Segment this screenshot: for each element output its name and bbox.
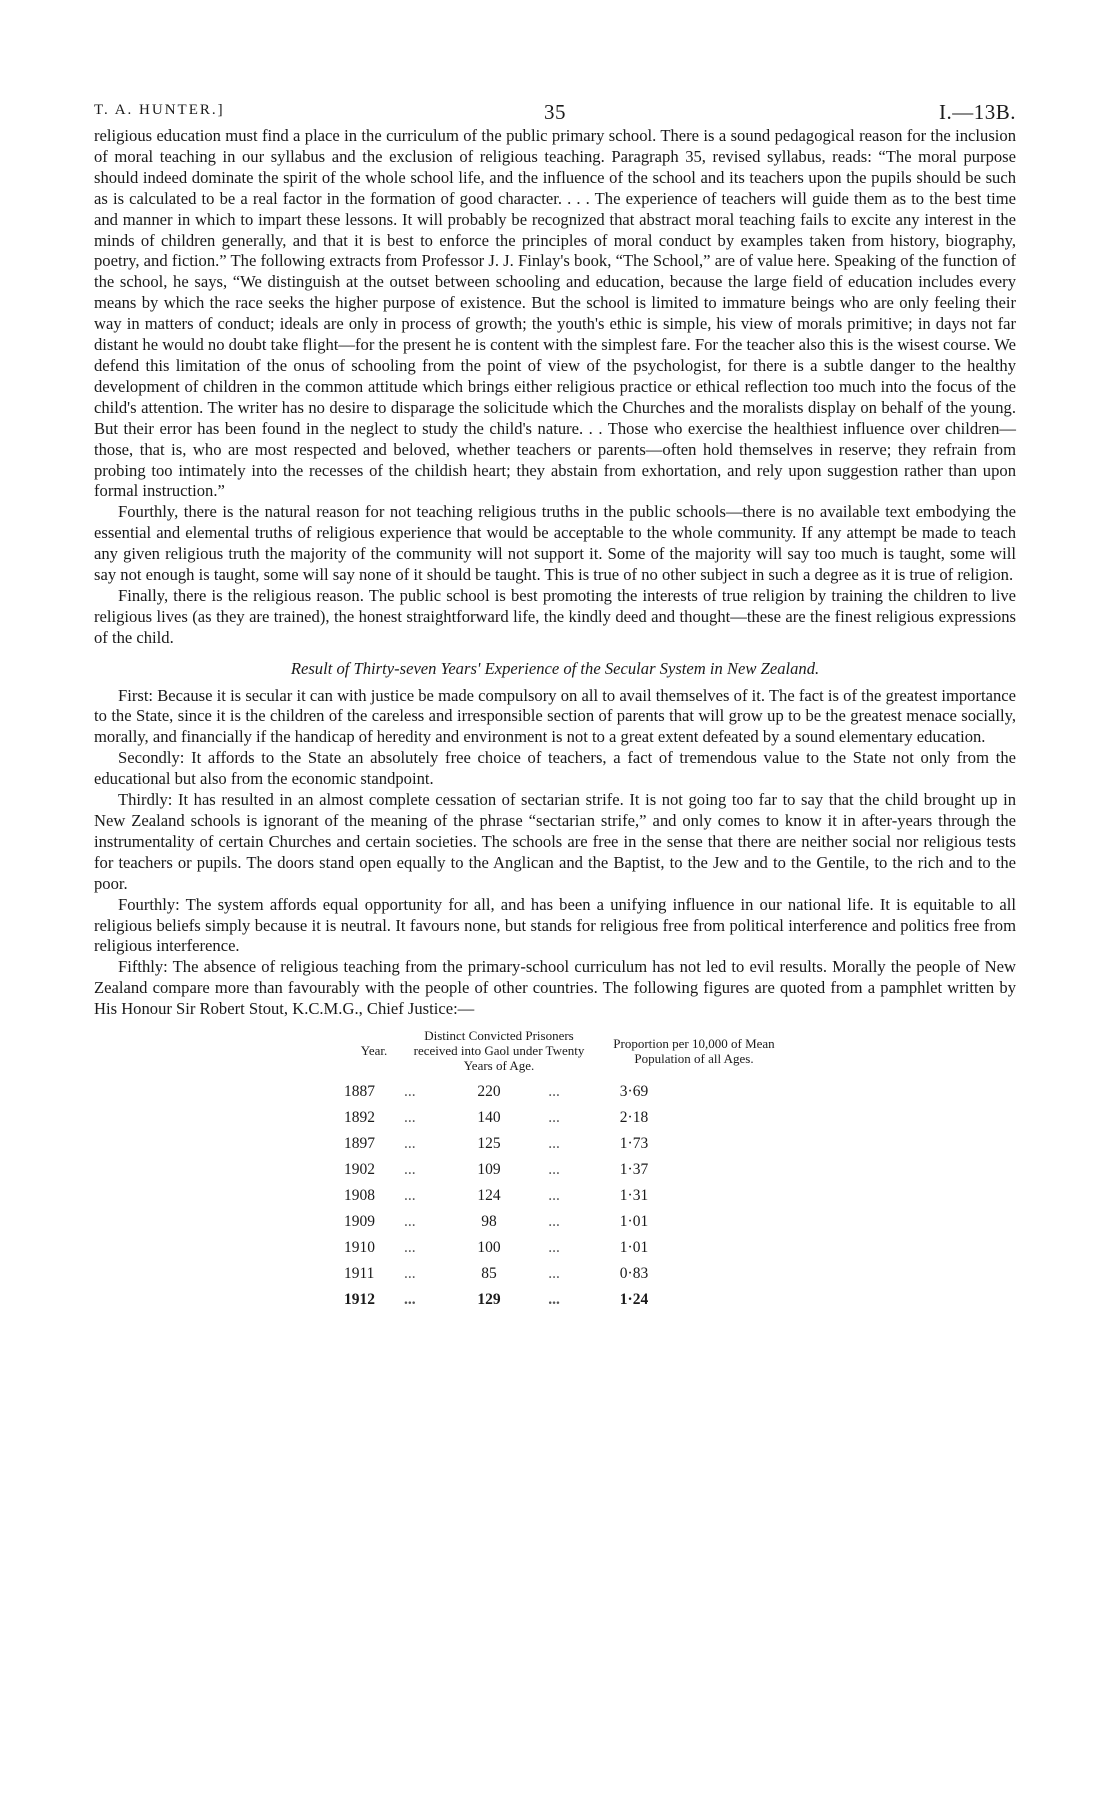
table-row xyxy=(344,1079,794,1105)
cell-prisoners: 109 xyxy=(477,1161,501,1179)
table-row xyxy=(344,1157,794,1183)
cell-proportion: 1·01 xyxy=(619,1213,649,1231)
cell-leader: ... xyxy=(548,1161,560,1179)
cell-prisoners: 124 xyxy=(477,1187,501,1205)
cell-leader: ... xyxy=(404,1239,416,1257)
section-title: Result of Thirty-seven Years' Experience of the Secular System in New Zealand. xyxy=(290,658,820,678)
document-page xyxy=(94,96,1016,1313)
cell-leader: ... xyxy=(548,1135,560,1153)
cell-leader: ... xyxy=(404,1161,416,1179)
cell-proportion: 3·69 xyxy=(619,1083,649,1101)
statistics-table xyxy=(344,1028,794,1313)
cell-year: 1908 xyxy=(344,1187,375,1205)
document-body xyxy=(94,126,1016,1020)
cell-proportion: 0·83 xyxy=(619,1265,649,1283)
cell-year: 1897 xyxy=(344,1135,375,1153)
cell-prisoners: 98 xyxy=(481,1213,497,1231)
cell-prisoners: 220 xyxy=(477,1083,501,1101)
paragraph-first: First: Because it is secular it can with justice be made compulsory on all to avail themselves of it. The fact is of the greatest importance to the State, since it is the children of the careless and irresponsible section of parents that will grow up to be the greatest menace socially, morally, and financially if the handicap of heredity and environment is not to a great extent defeated by a sound elementary education. xyxy=(94,685,1016,747)
cell-year: 1892 xyxy=(344,1109,375,1127)
cell-leader: ... xyxy=(548,1291,560,1309)
cell-year: 1887 xyxy=(344,1083,375,1101)
paragraph-secondly: Secondly: It affords to the State an absolutely free choice of teachers, a fact of tremendous value to the State not only from the educational but also from the economic standpoint. xyxy=(94,748,1016,789)
cell-proportion: 1·73 xyxy=(619,1135,649,1153)
cell-proportion: 1·31 xyxy=(619,1187,649,1205)
cell-prisoners: 129 xyxy=(477,1291,501,1309)
cell-proportion: 2·18 xyxy=(619,1109,649,1127)
cell-proportion: 1·01 xyxy=(619,1239,649,1257)
cell-prisoners: 100 xyxy=(477,1239,501,1257)
paragraph-fourthly-natural-reason: Fourthly, there is the natural reason for not teaching religious truths in the public schools—there is no available text embodying the essential and elemental truths of religious experience that would be acceptable to the whole community. If any attempt be made to teach any given religious truth the majority of the community will not support it. Some of the majority will say too much is taught, some will say not enough is taught, some will say none of it should be taught. This is true of no other subject in such a degree as it is true of religion. xyxy=(94,502,1016,585)
cell-year: 1902 xyxy=(344,1161,375,1179)
table-row xyxy=(344,1235,794,1261)
table-row xyxy=(344,1287,794,1313)
cell-leader: ... xyxy=(404,1213,416,1231)
header-year: Year. xyxy=(360,1043,388,1059)
header-proportion: Proportion per 10,000 of Mean Population of all Ages. xyxy=(613,1035,775,1066)
cell-year: 1909 xyxy=(344,1213,375,1231)
page-number: 35 xyxy=(544,100,566,124)
page-header xyxy=(94,96,1016,126)
cell-proportion: 1·24 xyxy=(619,1291,649,1309)
cell-year: 1912 xyxy=(344,1291,375,1309)
cell-year: 1910 xyxy=(344,1239,375,1257)
cell-leader: ... xyxy=(548,1239,560,1257)
table-row xyxy=(344,1261,794,1287)
cell-leader: ... xyxy=(548,1083,560,1101)
cell-leader: ... xyxy=(404,1083,416,1101)
table-row xyxy=(344,1183,794,1209)
cell-proportion: 1·37 xyxy=(619,1161,649,1179)
document-reference: I.—13B. xyxy=(939,100,1016,124)
header-author: T. A. HUNTER.] xyxy=(94,102,225,118)
table-header xyxy=(344,1028,794,1073)
cell-leader: ... xyxy=(404,1265,416,1283)
cell-leader: ... xyxy=(548,1213,560,1231)
paragraph-fifthly: Fifthly: The absence of religious teaching from the primary-school curriculum has not led to evil results. Morally the people of New Zealand compare more than favourably with the people of other countries. The following figures are quoted from a pamphlet written by His Honour Sir Robert Stout, K.C.M.G., Chief Justice:— xyxy=(94,957,1016,1019)
table-row xyxy=(344,1209,794,1235)
cell-leader: ... xyxy=(404,1135,416,1153)
cell-leader: ... xyxy=(404,1109,416,1127)
cell-prisoners: 140 xyxy=(477,1109,501,1127)
table-row xyxy=(344,1105,794,1131)
cell-prisoners: 125 xyxy=(477,1135,501,1153)
cell-leader: ... xyxy=(548,1265,560,1283)
table-rows xyxy=(344,1079,794,1313)
paragraph-thirdly: Thirdly: It has resulted in an almost complete cessation of sectarian strife. It is not going too far to say that the child brought up in New Zealand schools is ignorant of the meaning of the phrase “sectarian strife,” and only comes to know it in after-years through the instrumentality of certain Churches and certain societies. The schools are free in the sense that there are neither social nor religious tests for teachers or pupils. The doors stand open equally to the Anglican and the Baptist, to the Jew and to the Gentile, to the rich and to the poor. xyxy=(94,790,1016,893)
header-prisoners: Distinct Convicted Prisoners received into Gaol under Twenty Years of Age. xyxy=(413,1028,585,1074)
cell-prisoners: 85 xyxy=(481,1265,497,1283)
table-row xyxy=(344,1131,794,1157)
paragraph-fourthly: Fourthly: The system affords equal opportunity for all, and has been a unifying influence in our national life. It is equitable to all religious beliefs simply because it is neutral. It favours none, but stands for religious free from political interference and politics free from religious interference. xyxy=(94,894,1016,956)
cell-leader: ... xyxy=(404,1291,416,1309)
cell-year: 1911 xyxy=(344,1265,375,1283)
cell-leader: ... xyxy=(404,1187,416,1205)
cell-leader: ... xyxy=(548,1109,560,1127)
cell-leader: ... xyxy=(548,1187,560,1205)
paragraph-religious-education: religious education must find a place in the curriculum of the public primary school. There is a sound pedagogical reason for the inclusion of moral teaching in our syllabus and the exclusion of religious teaching. Paragraph 35, revised syllabus, reads: “The moral purpose should indeed dominate the spirit of the whole school life, and the influence of the school and its teachers upon the pupils should be such as is calculated to be a real factor in the formation of good character. . . . The experience of teachers will guide them as to the best time and manner in which to impart these lessons. It will probably be recognized that abstract moral teaching fails to excite any interest in the minds of children generally, and that it is best to enforce the principles of moral conduct by examples taken from history, biography, poetry, and fiction.” The following extracts from Professor J. J. Finlay's book, “The School,” are of value here. Speaking of the function of the school, he says, “We distinguish at the outset between schooling and education, because the large field of education includes every means by which the race seeks the higher purpose of existence. But the school is limited to immature beings who are only feeling their way in matters of conduct; ideals are only in process of growth; the youth's ethic is simple, his view of morals primitive; in days not far distant he would no doubt take flight—for the present he is content with the simplest fare. For the teacher also this is the wisest course. We defend this limitation of the onus of schooling from the point of view of the psychologist, for there is a subtle danger to the healthy development of children in the common attitude which brings either religious practice or ethical reflection too much into the focus of the child's attention. The writer has no desire to disparage the solicitude which the Churches and the moralists display on behalf of the young. But their error has been found in the neglect to study the child's nature. . . Those who exercise the healthiest influence over children—those, that is, who are most respected and beloved, whether teachers or parents—often hold themselves in reserve; they refrain from probing too intimately into the recesses of the childish heart; they abstain from exhortation, and rely upon suggestion rather than upon formal instruction.” xyxy=(94,126,1016,501)
paragraph-finally-religious-reason: Finally, there is the religious reason. The public school is best promoting the interests of true religion by training the children to live religious lives (as they are trained), the honest straightforward life, the kindly deed and thought—these are the finest religious expressions of the child. xyxy=(94,585,1016,647)
